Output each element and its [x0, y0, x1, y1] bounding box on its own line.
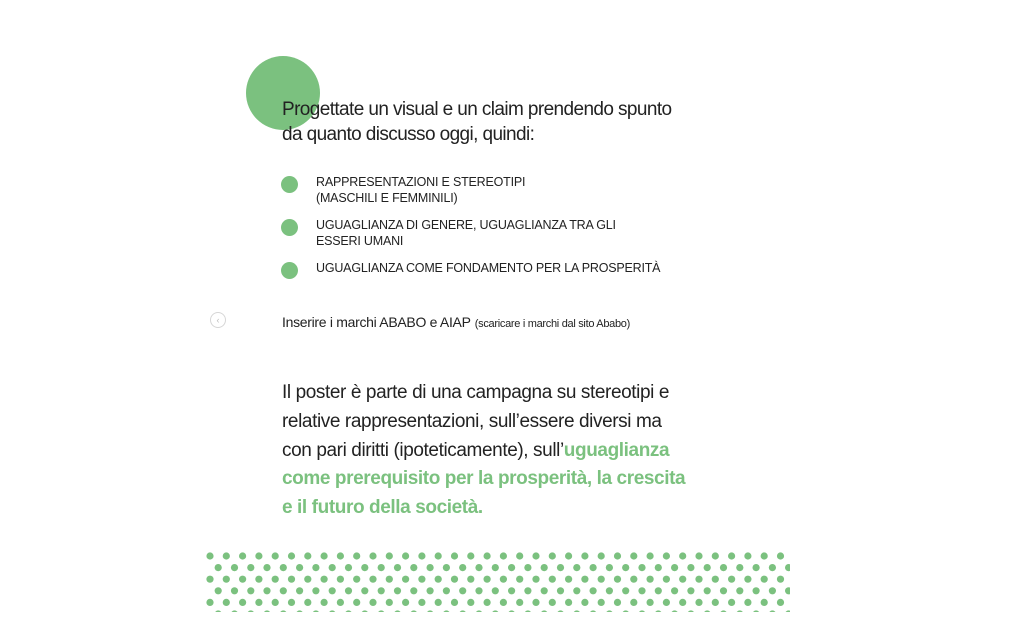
- pattern-dot: [402, 552, 409, 559]
- logos-instruction-sub: (scaricare i marchi dal sito Ababo): [474, 318, 630, 330]
- pattern-dot: [296, 564, 303, 571]
- list-item-line: UGUAGLIANZA DI GENERE, UGUAGLIANZA TRA GLI: [316, 218, 616, 232]
- pattern-dot: [475, 610, 482, 612]
- pattern-dot: [695, 576, 702, 583]
- pattern-dot: [590, 587, 597, 594]
- pattern-dot: [516, 599, 523, 606]
- poster-highlight-line-4: come prerequisito per la prosperità, la crescita: [282, 468, 686, 490]
- pattern-dot: [590, 564, 597, 571]
- pattern-dot: [769, 610, 776, 612]
- pattern-dot: [386, 576, 393, 583]
- pattern-dot: [435, 599, 442, 606]
- pattern-dot: [769, 564, 776, 571]
- pattern-dot: [598, 599, 605, 606]
- pattern-dot: [679, 576, 686, 583]
- pattern-dot: [508, 610, 515, 612]
- pattern-dot: [475, 587, 482, 594]
- pattern-dot: [663, 576, 670, 583]
- pattern-dot: [247, 564, 254, 571]
- pattern-dot: [695, 552, 702, 559]
- pattern-dot: [630, 599, 637, 606]
- pattern-dot: [484, 576, 491, 583]
- pattern-dot: [215, 564, 222, 571]
- pattern-dot: [345, 587, 352, 594]
- pattern-dot: [744, 576, 751, 583]
- list-item-line: UGUAGLIANZA COME FONDAMENTO PER LA PROSPERITÀ: [316, 261, 661, 275]
- pattern-dot: [769, 587, 776, 594]
- pattern-dot: [712, 599, 719, 606]
- pattern-dot: [239, 576, 246, 583]
- pattern-dot: [337, 552, 344, 559]
- pattern-dot: [630, 552, 637, 559]
- pattern-dot: [288, 552, 295, 559]
- pattern-dot: [785, 564, 790, 571]
- pattern-dot: [321, 552, 328, 559]
- pattern-dot: [492, 587, 499, 594]
- pattern-dot: [353, 552, 360, 559]
- pattern-dot: [549, 576, 556, 583]
- poster-line-2: relative rappresentazioni, sull’essere diversi ma: [282, 410, 662, 432]
- pattern-dot: [638, 610, 645, 612]
- pattern-dot: [761, 552, 768, 559]
- pattern-dot: [720, 610, 727, 612]
- pattern-dot: [345, 564, 352, 571]
- pattern-dot: [443, 564, 450, 571]
- pattern-dot: [532, 576, 539, 583]
- pattern-dot: [557, 587, 564, 594]
- pattern-dot: [753, 610, 760, 612]
- pattern-dot: [524, 564, 531, 571]
- pattern-dot: [785, 610, 790, 612]
- pattern-dot: [500, 599, 507, 606]
- pattern-dot: [304, 552, 311, 559]
- pattern-dot: [459, 610, 466, 612]
- pattern-dot: [223, 599, 230, 606]
- pattern-dot: [532, 552, 539, 559]
- logos-instruction: [282, 314, 630, 332]
- pattern-dot: [304, 576, 311, 583]
- pattern-dot: [581, 552, 588, 559]
- bullet-dot-icon: [281, 262, 298, 279]
- pattern-dot: [671, 610, 678, 612]
- pattern-dot: [329, 587, 336, 594]
- pattern-dot: [394, 564, 401, 571]
- pattern-dot: [622, 564, 629, 571]
- pattern-dot: [508, 587, 515, 594]
- pattern-dot: [484, 599, 491, 606]
- pattern-dot: [581, 576, 588, 583]
- pattern-dot: [410, 610, 417, 612]
- pattern-dot: [663, 552, 670, 559]
- poster-line-1: Il poster è parte di una campagna su stereotipi e: [282, 382, 670, 403]
- intro-line-1: Progettate un visual e un claim prendendo spunto: [282, 99, 672, 120]
- pattern-dot: [272, 576, 279, 583]
- pattern-dot: [492, 610, 499, 612]
- intro-line-2: da quanto discusso oggi, quindi:: [282, 124, 535, 145]
- pattern-dot: [744, 552, 751, 559]
- pattern-dot: [451, 599, 458, 606]
- previous-slide-button[interactable]: [210, 312, 226, 328]
- pattern-dot: [549, 599, 556, 606]
- bullet-dot-icon: [281, 219, 298, 236]
- list-item-prosperita: [281, 260, 741, 276]
- list-item-stereotipi: [281, 174, 741, 206]
- list-item-line: ESSERI UMANI: [316, 234, 404, 248]
- pattern-dot: [402, 599, 409, 606]
- pattern-dot: [687, 610, 694, 612]
- pattern-dot: [435, 552, 442, 559]
- pattern-dot: [516, 552, 523, 559]
- pattern-dot: [761, 599, 768, 606]
- pattern-dot: [231, 610, 238, 612]
- pattern-dot: [263, 610, 270, 612]
- pattern-dot: [272, 552, 279, 559]
- pattern-dot: [231, 587, 238, 594]
- pattern-dot: [386, 552, 393, 559]
- pattern-dot: [614, 576, 621, 583]
- pattern-dot: [288, 599, 295, 606]
- pattern-dot: [655, 587, 662, 594]
- pattern-dot: [728, 599, 735, 606]
- pattern-dot: [312, 587, 319, 594]
- pattern-dot: [655, 610, 662, 612]
- pattern-dot: [647, 576, 654, 583]
- intro-text: [282, 97, 742, 147]
- pattern-dot: [549, 552, 556, 559]
- pattern-dot: [573, 610, 580, 612]
- pattern-dot: [484, 552, 491, 559]
- pattern-dot: [223, 576, 230, 583]
- pattern-dot: [239, 552, 246, 559]
- pattern-dot: [598, 552, 605, 559]
- poster-highlight-line-5: e il futuro della società.: [282, 497, 483, 519]
- pattern-dot: [369, 599, 376, 606]
- poster-highlight-uguaglianza: uguaglianza: [563, 439, 670, 461]
- pattern-dot: [638, 564, 645, 571]
- pattern-dot: [280, 587, 287, 594]
- pattern-dot: [541, 610, 548, 612]
- pattern-dot: [761, 576, 768, 583]
- pattern-dot: [557, 564, 564, 571]
- pattern-dot: [638, 587, 645, 594]
- pattern-dot: [296, 587, 303, 594]
- pattern-dot: [614, 599, 621, 606]
- pattern-dot: [206, 552, 213, 559]
- pattern-dot: [704, 587, 711, 594]
- pattern-dot: [378, 587, 385, 594]
- pattern-dot: [532, 599, 539, 606]
- pattern-dot: [206, 576, 213, 583]
- pattern-dot: [231, 564, 238, 571]
- pattern-dot: [524, 610, 531, 612]
- pattern-dot: [378, 564, 385, 571]
- pattern-dot: [321, 599, 328, 606]
- pattern-dot: [329, 610, 336, 612]
- pattern-dot: [630, 576, 637, 583]
- pattern-dot: [777, 576, 784, 583]
- pattern-dot: [304, 599, 311, 606]
- pattern-dot: [598, 576, 605, 583]
- poster-description: [282, 379, 742, 523]
- pattern-dot: [378, 610, 385, 612]
- pattern-dot: [215, 587, 222, 594]
- pattern-dot: [687, 587, 694, 594]
- pattern-dot: [695, 599, 702, 606]
- pattern-dot: [394, 610, 401, 612]
- pattern-dot: [467, 552, 474, 559]
- pattern-dot: [443, 587, 450, 594]
- list-item-line: (MASCHILI E FEMMINILI): [316, 191, 458, 205]
- pattern-dot: [369, 552, 376, 559]
- pattern-dot: [280, 564, 287, 571]
- pattern-dot: [541, 587, 548, 594]
- pattern-dot: [508, 564, 515, 571]
- pattern-dot: [475, 564, 482, 571]
- list-item-uguaglianza-genere: [281, 217, 741, 249]
- pattern-dot: [777, 552, 784, 559]
- pattern-dot: [459, 587, 466, 594]
- pattern-dot: [622, 587, 629, 594]
- pattern-dot: [590, 610, 597, 612]
- pattern-dot: [524, 587, 531, 594]
- pattern-dot: [467, 599, 474, 606]
- bullet-dot-icon: [281, 176, 298, 193]
- pattern-dot: [671, 564, 678, 571]
- pattern-dot: [720, 587, 727, 594]
- pattern-dot: [427, 587, 434, 594]
- pattern-dot: [435, 576, 442, 583]
- pattern-dot: [565, 599, 572, 606]
- pattern-dot: [337, 599, 344, 606]
- pattern-dot: [736, 564, 743, 571]
- pattern-dot: [239, 599, 246, 606]
- pattern-dot: [712, 576, 719, 583]
- pattern-dot: [736, 610, 743, 612]
- pattern-dot: [247, 587, 254, 594]
- pattern-dot: [410, 564, 417, 571]
- pattern-dot: [622, 610, 629, 612]
- pattern-dot: [557, 610, 564, 612]
- list-item-line: RAPPRESENTAZIONI E STEREOTIPI: [316, 175, 526, 189]
- pattern-dot: [500, 576, 507, 583]
- pattern-dot: [321, 576, 328, 583]
- pattern-dot: [704, 610, 711, 612]
- pattern-dot: [337, 576, 344, 583]
- pattern-dot: [785, 587, 790, 594]
- pattern-dot: [386, 599, 393, 606]
- pattern-dot: [573, 587, 580, 594]
- pattern-dot: [671, 587, 678, 594]
- pattern-dot: [394, 587, 401, 594]
- pattern-dot: [272, 599, 279, 606]
- pattern-dot: [206, 599, 213, 606]
- pattern-dot: [541, 564, 548, 571]
- pattern-dot: [361, 587, 368, 594]
- pattern-dot: [679, 552, 686, 559]
- pattern-dot: [247, 610, 254, 612]
- poster-line-3: [282, 437, 742, 466]
- pattern-dot: [255, 552, 262, 559]
- pattern-dot: [492, 564, 499, 571]
- pattern-dot: [736, 587, 743, 594]
- pattern-dot: [296, 610, 303, 612]
- pattern-dot: [753, 564, 760, 571]
- pattern-dot: [565, 552, 572, 559]
- pattern-dot: [777, 599, 784, 606]
- pattern-dot: [255, 599, 262, 606]
- pattern-dot: [704, 564, 711, 571]
- pattern-dot: [614, 552, 621, 559]
- pattern-dot: [255, 576, 262, 583]
- pattern-dot: [418, 599, 425, 606]
- pattern-dot: [516, 576, 523, 583]
- pattern-dot: [402, 576, 409, 583]
- pattern-dot: [263, 564, 270, 571]
- pattern-dot: [500, 552, 507, 559]
- pattern-dot: [369, 576, 376, 583]
- logos-instruction-main: Inserire i marchi ABABO e AIAP: [282, 314, 471, 330]
- pattern-dot: [720, 564, 727, 571]
- pattern-dot: [655, 564, 662, 571]
- pattern-dot: [606, 610, 613, 612]
- pattern-dot: [679, 599, 686, 606]
- pattern-dot: [753, 587, 760, 594]
- pattern-dot: [263, 587, 270, 594]
- pattern-dot: [353, 599, 360, 606]
- pattern-dot: [443, 610, 450, 612]
- pattern-dot: [451, 576, 458, 583]
- pattern-dot: [312, 564, 319, 571]
- pattern-dot: [728, 576, 735, 583]
- pattern-dot: [427, 610, 434, 612]
- pattern-dot: [606, 587, 613, 594]
- pattern-dot: [467, 576, 474, 583]
- pattern-dot: [361, 564, 368, 571]
- pattern-dot: [712, 552, 719, 559]
- pattern-dot: [288, 576, 295, 583]
- pattern-dot: [663, 599, 670, 606]
- pattern-dot: [353, 576, 360, 583]
- pattern-dot: [427, 564, 434, 571]
- pattern-dot: [418, 552, 425, 559]
- chevron-left-icon: ‹: [216, 315, 220, 325]
- pattern-dot: [215, 610, 222, 612]
- pattern-dot: [280, 610, 287, 612]
- pattern-dot: [606, 564, 613, 571]
- pattern-dot: [451, 552, 458, 559]
- pattern-dot: [581, 599, 588, 606]
- pattern-dot: [565, 576, 572, 583]
- topic-list: [281, 174, 741, 287]
- pattern-dot: [728, 552, 735, 559]
- pattern-dot: [647, 599, 654, 606]
- pattern-dot: [418, 576, 425, 583]
- pattern-dot: [345, 610, 352, 612]
- poster-line-3-plain: con pari diritti (ipoteticamente), sull’: [282, 439, 564, 461]
- pattern-dot: [573, 564, 580, 571]
- pattern-dot: [410, 587, 417, 594]
- pattern-dot: [744, 599, 751, 606]
- pattern-dot: [459, 564, 466, 571]
- pattern-dot: [223, 552, 230, 559]
- pattern-dot: [361, 610, 368, 612]
- pattern-dot: [312, 610, 319, 612]
- pattern-dot: [329, 564, 336, 571]
- pattern-dot: [687, 564, 694, 571]
- dotted-pattern-band: [206, 550, 790, 612]
- pattern-dot: [647, 552, 654, 559]
